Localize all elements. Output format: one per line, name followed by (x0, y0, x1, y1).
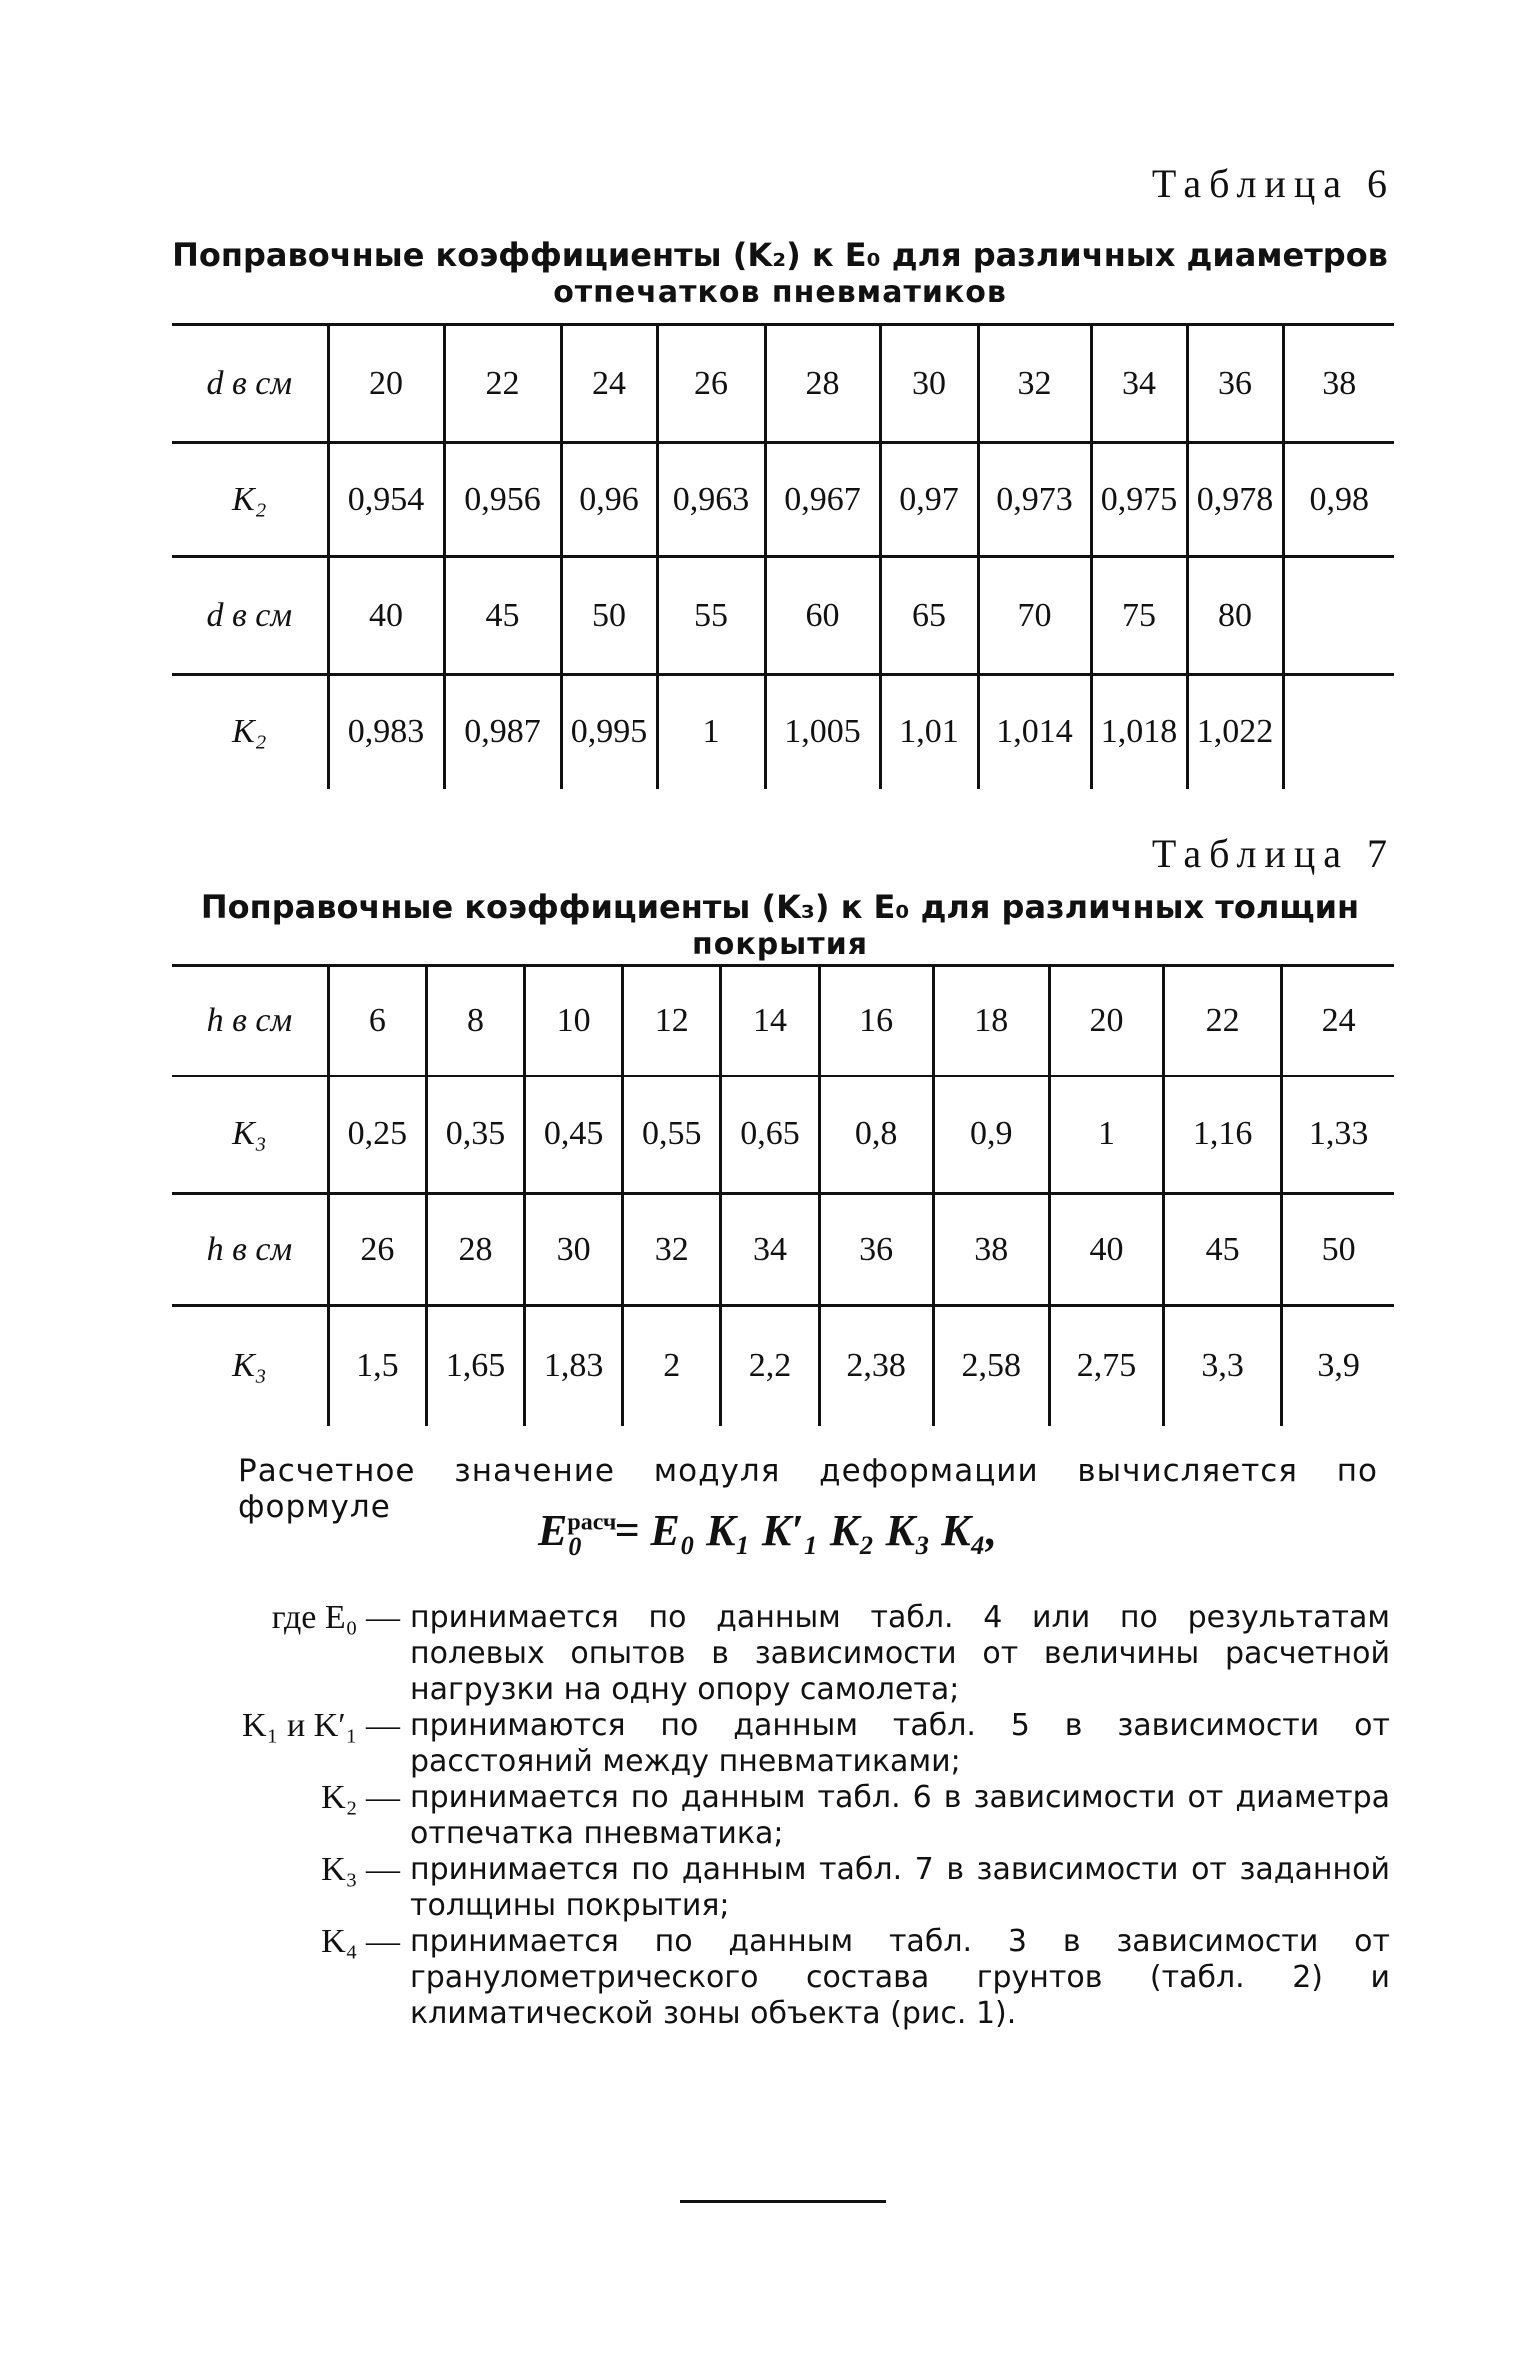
table6-cell: 20 (328, 325, 444, 443)
table6-cell: 0,956 (444, 443, 561, 557)
table7-cell: 1,5 (328, 1306, 426, 1426)
table7-cell: 26 (328, 1194, 426, 1306)
table6-row-k1 (172, 443, 1394, 557)
definition-term: K₁ и K′₁ — (242, 1707, 400, 1744)
definition-term: K₄ — (321, 1923, 400, 1960)
table7-cell: 0,65 (721, 1076, 819, 1194)
table6-row-d1 (172, 325, 1394, 443)
table7-cell: 34 (721, 1194, 819, 1306)
table7-caption-line2: покрытия (692, 927, 868, 962)
table6-cell: 34 (1091, 325, 1187, 443)
table6-cell: 0,954 (328, 443, 444, 557)
table7-cell: 14 (721, 966, 819, 1076)
table7-label: Таблица 7 (1151, 831, 1395, 876)
definition-term: K₂ — (321, 1779, 400, 1816)
definition-text: принимается по данным табл. 3 в зависимости от гранулометрического состава грунтов (табл. 2) и климатической зоны объекта (рис. 1). (410, 1924, 1390, 2031)
table6-cell: 1,01 (880, 675, 978, 789)
table6-cell: 1,005 (765, 675, 880, 789)
table7-cell: 32 (623, 1194, 721, 1306)
table7-caption (160, 888, 1400, 964)
definition-text: принимается по данным табл. 4 или по результатам полевых опытов в зависимости от величины расчетной нагрузки на одну опору самолета; (410, 1600, 1390, 1707)
table7-cell: 0,35 (426, 1076, 524, 1194)
table6-cell: 50 (561, 557, 657, 675)
definition-item (150, 1780, 1390, 1852)
table7-cell: 50 (1282, 1194, 1394, 1306)
table6-cell: 0,97 (880, 443, 978, 557)
table7-cell: 1,83 (525, 1306, 623, 1426)
table6-cell: 28 (765, 325, 880, 443)
formula-lhs: E (538, 1506, 568, 1555)
table6-caption-line2: отпечатков пневматиков (553, 275, 1007, 310)
table7-cell: 36 (819, 1194, 933, 1306)
table7-cell: 16 (819, 966, 933, 1076)
table7-cell: 0,45 (525, 1076, 623, 1194)
table7-row-header: h в см (172, 1194, 328, 1306)
table6-cell: 0,967 (765, 443, 880, 557)
table7-cell: 2,2 (721, 1306, 819, 1426)
table7-row-header: K₃ (172, 1306, 328, 1426)
table6-caption-line1: Поправочные коэффициенты (K₂) к E₀ для различных диаметров (172, 236, 1388, 274)
table7-cell: 3,9 (1282, 1306, 1394, 1426)
formula-intro: Расчетное значение модуля деформации вычисляется по формуле (238, 1453, 1378, 1525)
table6-cell: 60 (765, 557, 880, 675)
table7-cell: 0,8 (819, 1076, 933, 1194)
table7-cell: 6 (328, 966, 426, 1076)
table6-label: Таблица 6 (1151, 161, 1395, 206)
table6-cell: 0,98 (1283, 443, 1394, 557)
table7-cell: 24 (1282, 966, 1394, 1076)
table6-cell: 0,978 (1187, 443, 1283, 557)
table7-cell: 2,75 (1049, 1306, 1163, 1426)
table7-cell: 40 (1049, 1194, 1163, 1306)
table6-row-header: K₂ (172, 443, 328, 557)
formula-lhs-sub: 0 (568, 1531, 582, 1561)
table7-cell: 1,65 (426, 1306, 524, 1426)
table6-empty-cell (1283, 675, 1394, 789)
table7-cell: 28 (426, 1194, 524, 1306)
table6-row-k2 (172, 675, 1394, 789)
table6-row-header: K₂ (172, 675, 328, 789)
table7-row-header: K₃ (172, 1076, 328, 1194)
definitions-list (150, 1600, 1390, 2032)
table6-cell: 24 (561, 325, 657, 443)
table7-cell: 2 (623, 1306, 721, 1426)
table7-cell: 22 (1164, 966, 1282, 1076)
table7-cell: 1,16 (1164, 1076, 1282, 1194)
table7-cell: 2,58 (933, 1306, 1049, 1426)
table6-cell: 0,973 (978, 443, 1091, 557)
table6-cell: 65 (880, 557, 978, 675)
table7-row-k1 (172, 1076, 1394, 1194)
table6 (172, 323, 1394, 789)
table6-cell: 55 (657, 557, 765, 675)
table6-cell: 1,022 (1187, 675, 1283, 789)
table7-caption-line1: Поправочные коэффициенты (K₃) к E₀ для различных толщин (200, 888, 1360, 926)
table7-cell: 0,55 (623, 1076, 721, 1194)
definition-term: где E₀ — (271, 1599, 400, 1636)
table6-cell: 26 (657, 325, 765, 443)
table7-cell: 38 (933, 1194, 1049, 1306)
table7-row-h2 (172, 1194, 1394, 1306)
definition-term: K₃ — (321, 1851, 400, 1888)
formula-rhs: = E₀ K₁ K′₁ K₂ K₃ K₄, (614, 1506, 997, 1555)
table6-cell: 0,995 (561, 675, 657, 789)
table6-cell: 32 (978, 325, 1091, 443)
end-rule (680, 2200, 886, 2203)
table7-row-k2 (172, 1306, 1394, 1426)
table7-cell: 3,3 (1164, 1306, 1282, 1426)
table6-row-d2 (172, 557, 1394, 675)
table6-cell: 75 (1091, 557, 1187, 675)
definition-text: принимается по данным табл. 6 в зависимости от диаметра отпечатка пневматика; (410, 1780, 1390, 1851)
table7-cell: 45 (1164, 1194, 1282, 1306)
formula (0, 1505, 1535, 1562)
table7-cell: 2,38 (819, 1306, 933, 1426)
table6-caption (160, 236, 1400, 312)
table6-cell: 0,987 (444, 675, 561, 789)
table7-cell: 1,33 (1282, 1076, 1394, 1194)
table6-cell: 80 (1187, 557, 1283, 675)
definition-item (150, 1852, 1390, 1924)
table7-cell: 0,9 (933, 1076, 1049, 1194)
table6-row-header: d в см (172, 325, 328, 443)
table6-cell: 36 (1187, 325, 1283, 443)
table7 (172, 964, 1394, 1426)
definition-text: принимаются по данным табл. 5 в зависимости от расстояний между пневматиками; (410, 1708, 1390, 1779)
table6-cell: 1,014 (978, 675, 1091, 789)
table6-empty-cell (1283, 557, 1394, 675)
definition-item (150, 1924, 1390, 2032)
table7-cell: 20 (1049, 966, 1163, 1076)
table6-cell: 1 (657, 675, 765, 789)
table6-cell: 38 (1283, 325, 1394, 443)
table6-cell: 30 (880, 325, 978, 443)
table6-cell: 0,963 (657, 443, 765, 557)
table6-cell: 1,018 (1091, 675, 1187, 789)
table6-cell: 22 (444, 325, 561, 443)
table7-cell: 8 (426, 966, 524, 1076)
table6-cell: 0,983 (328, 675, 444, 789)
table6-cell: 0,96 (561, 443, 657, 557)
formula-lhs-sup: расч (567, 1509, 617, 1536)
table7-cell: 1 (1049, 1076, 1163, 1194)
table6-cell: 0,975 (1091, 443, 1187, 557)
table7-row-h1 (172, 966, 1394, 1076)
definition-item (150, 1708, 1390, 1780)
table6-cell: 45 (444, 557, 561, 675)
table6-cell: 70 (978, 557, 1091, 675)
table7-row-header: h в см (172, 966, 328, 1076)
table7-cell: 30 (525, 1194, 623, 1306)
table7-cell: 18 (933, 966, 1049, 1076)
table7-cell: 10 (525, 966, 623, 1076)
table7-cell: 0,25 (328, 1076, 426, 1194)
definition-item (150, 1600, 1390, 1708)
table6-row-header: d в см (172, 557, 328, 675)
table7-cell: 12 (623, 966, 721, 1076)
table6-cell: 40 (328, 557, 444, 675)
definition-text: принимается по данным табл. 7 в зависимости от заданной толщины покрытия; (410, 1852, 1390, 1923)
